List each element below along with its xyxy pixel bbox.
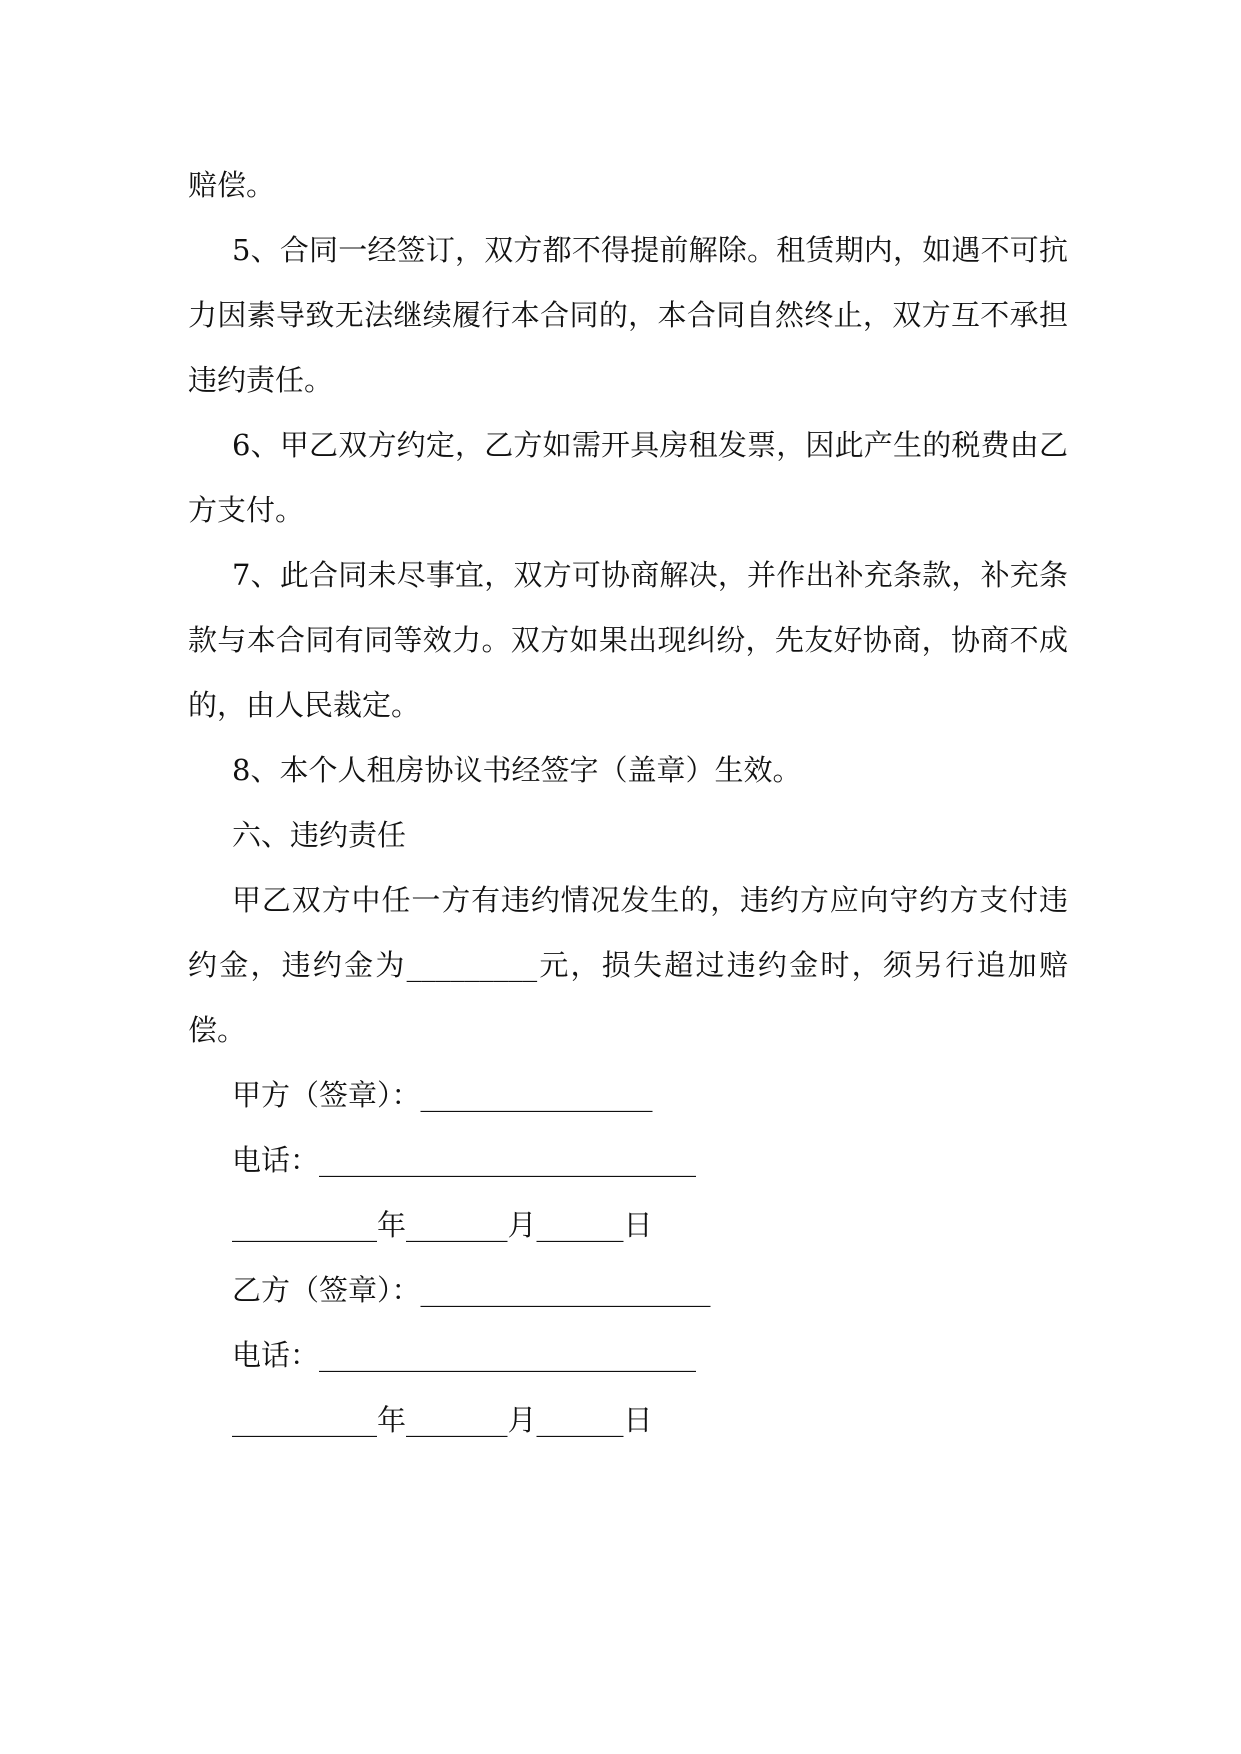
party-a-signature-line: 甲方（签章）：________________ — [232, 1078, 653, 1112]
paragraph-breach-penalty: 甲乙双方中任一方有违约情况发生的，违约方应向守约方支付违约金，违约金为_________元，损失超过违约金时，须另行追加赔偿。 — [188, 883, 1068, 1047]
party-b-date-line: __________年_______月______日 — [232, 1403, 653, 1437]
paragraph-clause-5: 5、合同一经签订，双方都不得提前解除。租赁期内，如遇不可抗力因素导致无法继续履行本合同的，本合同自然终止，双方互不承担违约责任。 — [188, 233, 1068, 397]
paragraph-clause-8: 8、本个人租房协议书经签字（盖章）生效。 — [232, 753, 802, 787]
party-b-phone-line: 电话：__________________________ — [232, 1338, 697, 1372]
document-page — [188, 153, 1068, 1453]
paragraph-clause-7: 7、此合同未尽事宜，双方可协商解决，并作出补充条款，补充条款与本合同有同等效力。双方如果出现纠纷，先友好协商，协商不成的，由人民裁定。 — [188, 558, 1068, 722]
party-a-phone-line: 电话：__________________________ — [232, 1143, 697, 1177]
paragraph-clause-6: 6、甲乙双方约定，乙方如需开具房租发票，因此产生的税费由乙方支付。 — [188, 428, 1068, 527]
paragraph-compensation-end: 赔偿。 — [188, 168, 276, 202]
section-heading-breach: 六、违约责任 — [232, 818, 407, 852]
party-b-signature-line: 乙方（签章）：____________________ — [232, 1273, 711, 1307]
signature-block — [188, 1063, 1068, 1453]
party-a-date-line: __________年_______月______日 — [232, 1208, 653, 1242]
